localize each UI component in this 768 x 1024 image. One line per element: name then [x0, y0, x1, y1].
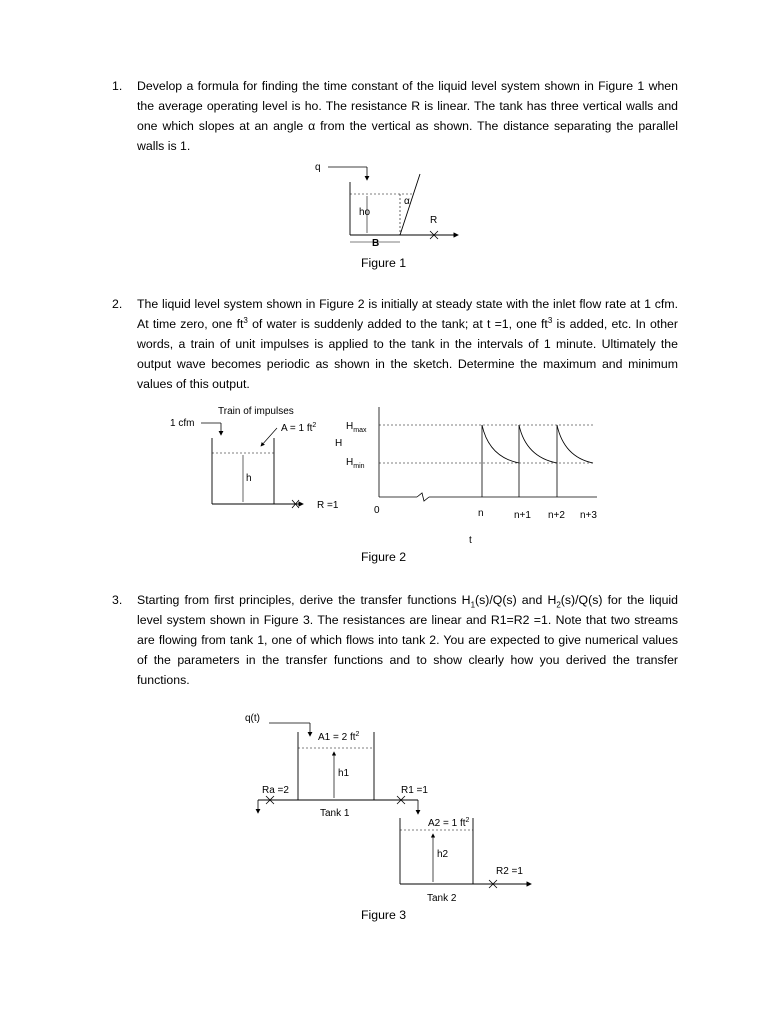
label-h: h [246, 473, 252, 484]
question-text: Develop a formula for finding the time constant of the liquid level system shown in Figure 1 when the average operating level is ho. The resistance R is linear. The tank has three vertical walls and one which slopes at an angle α from the vertical as shown. The distance separating the parallel walls is 1. [137, 79, 678, 153]
label-zero: 0 [374, 505, 380, 516]
figure-3-diagram [245, 708, 540, 908]
label-t: t [469, 535, 472, 546]
question-3 [112, 590, 678, 690]
hmin-sub: min [353, 463, 365, 470]
a1-text: A1 = 2 ft [318, 732, 356, 743]
figure-2-caption: Figure 2 [361, 550, 407, 564]
label-inflow: 1 cfm [170, 418, 195, 429]
text-part: (s)/Q(s) for the liquid level system shown in Figure 3. The resistances are linear and R1=R2 =1. Note that two streams are flowing from tank 1, one of which flows into tank 2. You are expected to give numerical values of the parameters in the transfer functions and to show clearly how you derived the transfer functions. [137, 593, 679, 687]
text-part: of water is suddenly added to the tank; at t =1, one ft [247, 317, 548, 331]
superscript: 3 [547, 315, 553, 325]
label-q: q [315, 162, 321, 173]
text-part: (s)/Q(s) and H [475, 593, 557, 607]
label-n2: n+2 [548, 510, 565, 521]
label-R2: R2 =1 [496, 866, 523, 877]
label-Hmin [346, 457, 365, 470]
label-h1: h1 [338, 768, 350, 779]
text-part: is added, etc. In other words, a train of unit impulses is applied to the tank in the intervals of 1 minute. Ultimately the output wave becomes periodic as shown in the sketch. Determine the maximum and minimum values of this output. [137, 317, 678, 391]
label-ho: ho [359, 207, 371, 218]
axis-break [417, 493, 429, 501]
figure-1-caption: Figure 1 [361, 256, 407, 270]
label-R: R [430, 215, 438, 226]
decay-curve-2 [519, 425, 557, 463]
a2-sup: 2 [465, 817, 470, 824]
label-n1: n+1 [514, 510, 531, 521]
a1-sup: 2 [355, 731, 360, 738]
question-text [137, 590, 678, 690]
figure-1 [300, 158, 470, 248]
label-A1 [318, 731, 360, 743]
superscript: 3 [243, 315, 248, 325]
subscript: 1 [470, 600, 476, 610]
area-text: A = 1 ft [281, 423, 313, 434]
label-A2 [428, 817, 470, 829]
hmin-text: H [346, 457, 354, 468]
text-part: The liquid level system shown in Figure 2 is initially at steady state with the inlet flow rate at 1 cfm. At time zero, one ft [137, 297, 678, 331]
subscript: 2 [556, 600, 561, 610]
figure-1-diagram [300, 158, 470, 248]
label-area [281, 422, 316, 434]
decay-curve-1 [482, 425, 519, 463]
label-alpha: α [404, 196, 410, 207]
hmax-sub: max [353, 427, 367, 434]
question-number: 2. [112, 297, 123, 311]
label-n3: n+3 [580, 510, 597, 521]
figure-2-diagram [165, 402, 605, 547]
text-part: Starting from first principles, derive the transfer functions H [137, 593, 471, 607]
label-train: Train of impulses [218, 406, 294, 417]
label-H: H [335, 438, 343, 449]
label-R: R =1 [317, 500, 339, 511]
label-qt: q(t) [245, 713, 260, 724]
figure-3 [245, 708, 540, 908]
area-sup: 2 [312, 422, 317, 429]
label-B: B [372, 238, 380, 249]
hmax-text: H [346, 421, 354, 432]
decay-curve-3 [557, 425, 593, 463]
label-tank1: Tank 1 [320, 808, 350, 819]
question-number: 1. [112, 79, 123, 93]
a2-text: A2 = 1 ft [428, 818, 466, 829]
figure-3-caption: Figure 3 [361, 908, 407, 922]
question-number: 3. [112, 593, 123, 607]
area-pointer [261, 428, 277, 446]
tank-sloped-wall [400, 174, 420, 235]
label-n: n [478, 508, 484, 519]
label-h2: h2 [437, 849, 449, 860]
question-2 [112, 294, 678, 394]
label-Hmax [346, 421, 367, 434]
figure-2 [165, 402, 605, 547]
label-R1: R1 =1 [401, 785, 428, 796]
label-Ra: Ra =2 [262, 785, 289, 796]
question-text [137, 294, 678, 394]
label-tank2: Tank 2 [427, 893, 457, 904]
question-1 [112, 76, 678, 156]
